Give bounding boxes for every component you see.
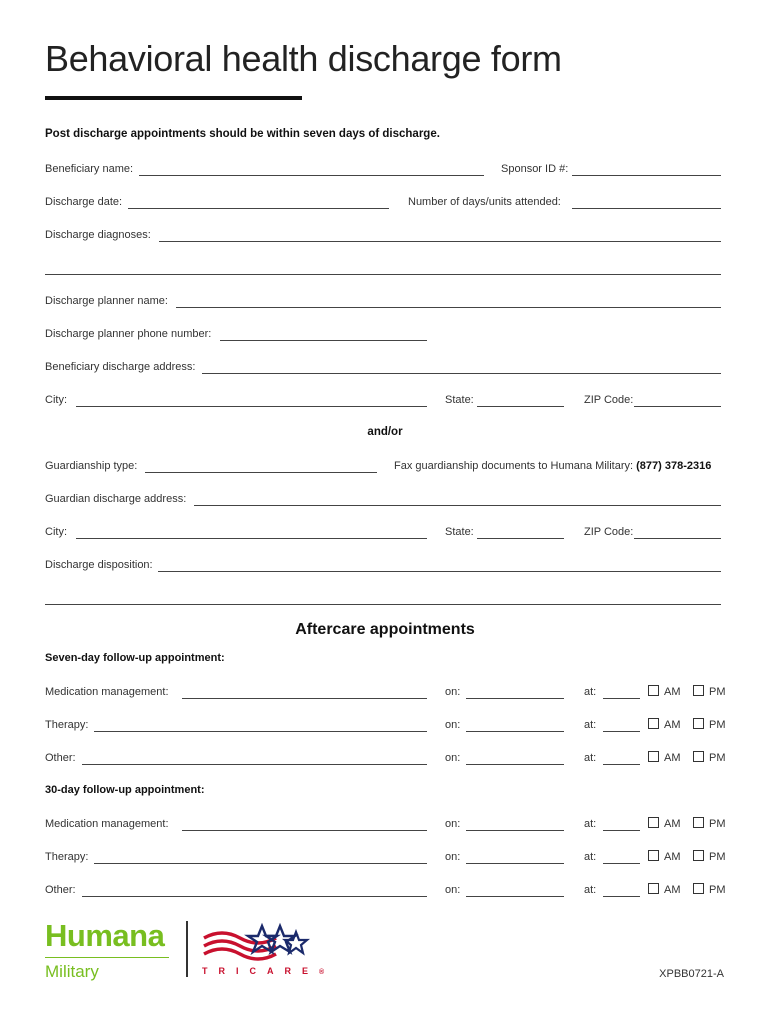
days-units-field[interactable]: [572, 208, 721, 209]
disposition-field[interactable]: [158, 571, 721, 572]
checkbox-icon: [648, 850, 659, 861]
planner-name-label: Discharge planner name:: [45, 295, 168, 307]
guardianship-type-label: Guardianship type:: [45, 460, 138, 472]
humana-logo: Humana: [45, 918, 165, 953]
page-title: Behavioral health discharge form: [45, 38, 562, 79]
seven-day-therapy-field[interactable]: [94, 731, 427, 732]
guardian-zip-label: ZIP Code:: [584, 526, 634, 538]
am-checkbox[interactable]: [648, 817, 681, 831]
seven-day-other-time-field[interactable]: [603, 764, 640, 765]
fax-instructions: [394, 459, 711, 473]
pm-label: PM: [709, 719, 726, 731]
thirty-day-therapy-field[interactable]: [94, 863, 427, 864]
guardian-city-label: City:: [45, 526, 67, 538]
discharge-date-label: Discharge date:: [45, 196, 123, 208]
checkbox-icon: [693, 685, 704, 696]
guardian-city-field[interactable]: [76, 538, 427, 539]
beneficiary-name-label: Beneficiary name:: [45, 163, 134, 175]
sponsor-id-label: Sponsor ID #:: [501, 163, 569, 175]
pm-checkbox[interactable]: [693, 718, 726, 732]
am-checkbox[interactable]: [648, 883, 681, 897]
thirty-day-other-label: Other:: [45, 884, 76, 896]
thirty-day-other-field[interactable]: [82, 896, 427, 897]
at-label: at:: [584, 884, 597, 896]
seven-day-medication-label: Medication management:: [45, 686, 169, 698]
checkbox-icon: [648, 883, 659, 894]
checkbox-icon: [693, 883, 704, 894]
diagnoses-label: Discharge diagnoses:: [45, 229, 151, 241]
logo-divider: [186, 921, 188, 977]
at-label: at:: [584, 752, 597, 764]
form-code: XPBB0721-A: [659, 968, 724, 980]
thirty-day-medication-label: Medication management:: [45, 818, 169, 830]
thirty-day-heading: 30-day follow-up appointment:: [45, 784, 205, 796]
tricare-text: TRICARE: [202, 966, 319, 976]
pm-checkbox[interactable]: [693, 883, 726, 897]
state-label: State:: [445, 394, 474, 406]
pm-label: PM: [709, 686, 726, 698]
thirty-day-therapy-time-field[interactable]: [603, 863, 640, 864]
checkbox-icon: [648, 685, 659, 696]
fax-number: (877) 378-2316: [636, 460, 712, 472]
thirty-day-therapy-label: Therapy:: [45, 851, 89, 863]
on-label: on:: [445, 686, 461, 698]
days-units-label: Number of days/units attended:: [408, 196, 561, 208]
am-label: AM: [664, 884, 681, 896]
checkbox-icon: [693, 751, 704, 762]
am-checkbox[interactable]: [648, 751, 681, 765]
am-label: AM: [664, 686, 681, 698]
pm-checkbox[interactable]: [693, 685, 726, 699]
title-underline: [45, 96, 302, 100]
pm-checkbox[interactable]: [693, 751, 726, 765]
pm-label: PM: [709, 884, 726, 896]
at-label: at:: [584, 818, 597, 830]
seven-day-medication-date-field[interactable]: [466, 698, 564, 699]
seven-day-heading: Seven-day follow-up appointment:: [45, 652, 225, 664]
on-label: on:: [445, 719, 461, 731]
am-label: AM: [664, 719, 681, 731]
at-label: at:: [584, 851, 597, 863]
planner-phone-field[interactable]: [220, 340, 427, 341]
military-wordmark: Military: [45, 962, 99, 981]
seven-day-medication-time-field[interactable]: [603, 698, 640, 699]
pm-label: PM: [709, 818, 726, 830]
beneficiary-address-field[interactable]: [202, 373, 721, 374]
on-label: on:: [445, 818, 461, 830]
guardian-state-field[interactable]: [477, 538, 564, 539]
seven-day-other-field[interactable]: [82, 764, 427, 765]
guardianship-type-field[interactable]: [145, 472, 377, 473]
am-checkbox[interactable]: [648, 685, 681, 699]
zip-label: ZIP Code:: [584, 394, 634, 406]
thirty-day-other-time-field[interactable]: [603, 896, 640, 897]
am-checkbox[interactable]: [648, 718, 681, 732]
checkbox-icon: [693, 817, 704, 828]
pm-checkbox[interactable]: [693, 817, 726, 831]
intro-text: Post discharge appointments should be within seven days of discharge.: [45, 128, 440, 140]
discharge-date-field[interactable]: [128, 208, 389, 209]
seven-day-therapy-time-field[interactable]: [603, 731, 640, 732]
beneficiary-address-label: Beneficiary discharge address:: [45, 361, 196, 373]
pm-label: PM: [709, 851, 726, 863]
guardian-state-label: State:: [445, 526, 474, 538]
thirty-day-medication-field[interactable]: [182, 830, 427, 831]
thirty-day-medication-time-field[interactable]: [603, 830, 640, 831]
sponsor-id-field[interactable]: [572, 175, 721, 176]
thirty-day-other-date-field[interactable]: [466, 896, 564, 897]
checkbox-icon: [693, 850, 704, 861]
guardian-address-field[interactable]: [194, 505, 721, 506]
disposition-field-line-2[interactable]: [45, 604, 721, 605]
at-label: at:: [584, 686, 597, 698]
checkbox-icon: [648, 718, 659, 729]
tricare-flag-icon: [200, 920, 310, 966]
state-field[interactable]: [477, 406, 564, 407]
fax-text: Fax guardianship documents to Humana Military:: [394, 460, 634, 472]
humana-logo-rule: [45, 957, 169, 958]
disposition-label: Discharge disposition:: [45, 559, 153, 571]
at-label: at:: [584, 719, 597, 731]
am-checkbox[interactable]: [648, 850, 681, 864]
seven-day-other-date-field[interactable]: [466, 764, 564, 765]
guardian-address-label: Guardian discharge address:: [45, 493, 187, 505]
checkbox-icon: [648, 817, 659, 828]
planner-phone-label: Discharge planner phone number:: [45, 328, 212, 340]
am-label: AM: [664, 851, 681, 863]
aftercare-title: Aftercare appointments: [295, 621, 475, 638]
city-label: City:: [45, 394, 67, 406]
and-or-divider: and/or: [367, 426, 403, 438]
diagnoses-field-line-2[interactable]: [45, 274, 721, 275]
city-field[interactable]: [76, 406, 427, 407]
am-label: AM: [664, 818, 681, 830]
on-label: on:: [445, 752, 461, 764]
on-label: on:: [445, 884, 461, 896]
tricare-wordmark: [202, 966, 324, 976]
diagnoses-field[interactable]: [159, 241, 721, 242]
zip-field[interactable]: [634, 406, 721, 407]
seven-day-therapy-date-field[interactable]: [466, 731, 564, 732]
beneficiary-name-field[interactable]: [139, 175, 484, 176]
registered-mark: ®: [319, 969, 325, 976]
am-label: AM: [664, 752, 681, 764]
seven-day-medication-field[interactable]: [182, 698, 427, 699]
seven-day-other-label: Other:: [45, 752, 76, 764]
checkbox-icon: [693, 718, 704, 729]
guardian-zip-field[interactable]: [634, 538, 721, 539]
pm-label: PM: [709, 752, 726, 764]
thirty-day-therapy-date-field[interactable]: [466, 863, 564, 864]
checkbox-icon: [648, 751, 659, 762]
on-label: on:: [445, 851, 461, 863]
thirty-day-medication-date-field[interactable]: [466, 830, 564, 831]
seven-day-therapy-label: Therapy:: [45, 719, 89, 731]
pm-checkbox[interactable]: [693, 850, 726, 864]
planner-name-field[interactable]: [176, 307, 721, 308]
